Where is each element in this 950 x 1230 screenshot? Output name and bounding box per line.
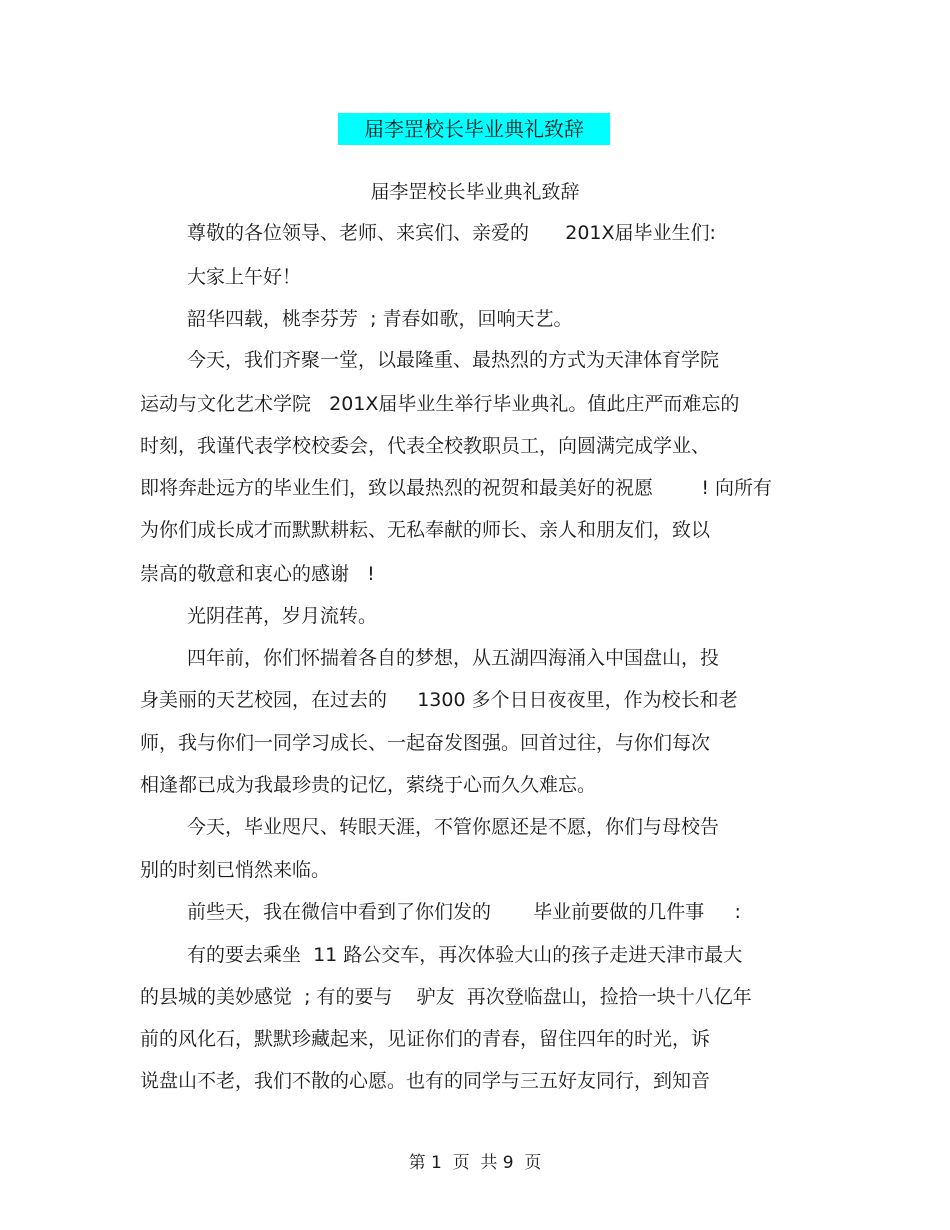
paragraph-line: 运动与文化艺术学院 201X届毕业生举行毕业典礼。值此庄严而难忘的 <box>140 393 740 415</box>
highlighted-title: 届李罡校长毕业典礼致辞 <box>338 113 610 145</box>
page-number-footer: 第 1 页 共 9 页 <box>408 1153 542 1173</box>
paragraph-line: 韶华四载，桃李芬芳 ; 青春如歌，回响天艺。 <box>187 308 573 330</box>
paragraph-line: 说盘山不老，我们不散的心愿。也有的同学与三五好友同行，到知音 <box>140 1070 711 1092</box>
paragraph-line: 崇高的敬意和衷心的感谢 ! <box>140 563 375 585</box>
paragraph-line: 有的要去乘坐 11 路公交车，再次体验大山的孩子走进天津市最大 <box>187 944 743 966</box>
paragraph-line: 前的风化石，默默珍藏起来，见证你们的青春，留住四年的时光，诉 <box>140 1028 711 1050</box>
paragraph-line: 别的时刻已悄然来临。 <box>140 859 331 881</box>
paragraph-line: 今天，我们齐聚一堂，以最隆重、最热烈的方式为天津体育学院 <box>187 349 720 371</box>
paragraph-line: 光阴荏苒，岁月流转。 <box>187 605 378 627</box>
paragraph-line: 四年前，你们怀揣着各自的梦想，从五湖四海涌入中国盘山，投 <box>187 647 720 669</box>
paragraph-line: 相逢都已成为我最珍贵的记忆，萦绕于心而久久难忘。 <box>140 774 597 796</box>
paragraph-line: 前些天，我在微信中看到了你们发的 毕业前要做的几件事 : <box>187 901 741 923</box>
paragraph-line: 大家上午好！ <box>187 266 302 288</box>
document-title: 届李罡校长毕业典礼致辞 <box>370 181 580 203</box>
paragraph-line: 身美丽的天艺校园，在过去的 1300 多个日日夜夜里，作为校长和老 <box>140 689 738 711</box>
paragraph-line: 为你们成长成才而默默耕耘、无私奉献的师长、亲人和朋友们，致以 <box>140 519 711 541</box>
paragraph-line: 师，我与你们一同学习成长、一起奋发图强。回首过往，与你们每次 <box>140 732 711 754</box>
paragraph-line: 的县城的美妙感觉 ; 有的要与 驴友 再次登临盘山，捡拾一块十八亿年 <box>140 986 752 1008</box>
paragraph-line: 时刻，我谨代表学校校委会，代表全校教职员工，向圆满完成学业、 <box>140 435 711 457</box>
paragraph-line: 即将奔赴远方的毕业生们，致以最热烈的祝贺和最美好的祝愿 ! 向所有 <box>140 477 772 499</box>
paragraph-line: 尊敬的各位领导、老师、来宾们、亲爱的 201X届毕业生们: <box>187 222 716 244</box>
paragraph-line: 今天，毕业咫尺、转眼天涯，不管你愿还是不愿，你们与母校告 <box>187 816 720 838</box>
